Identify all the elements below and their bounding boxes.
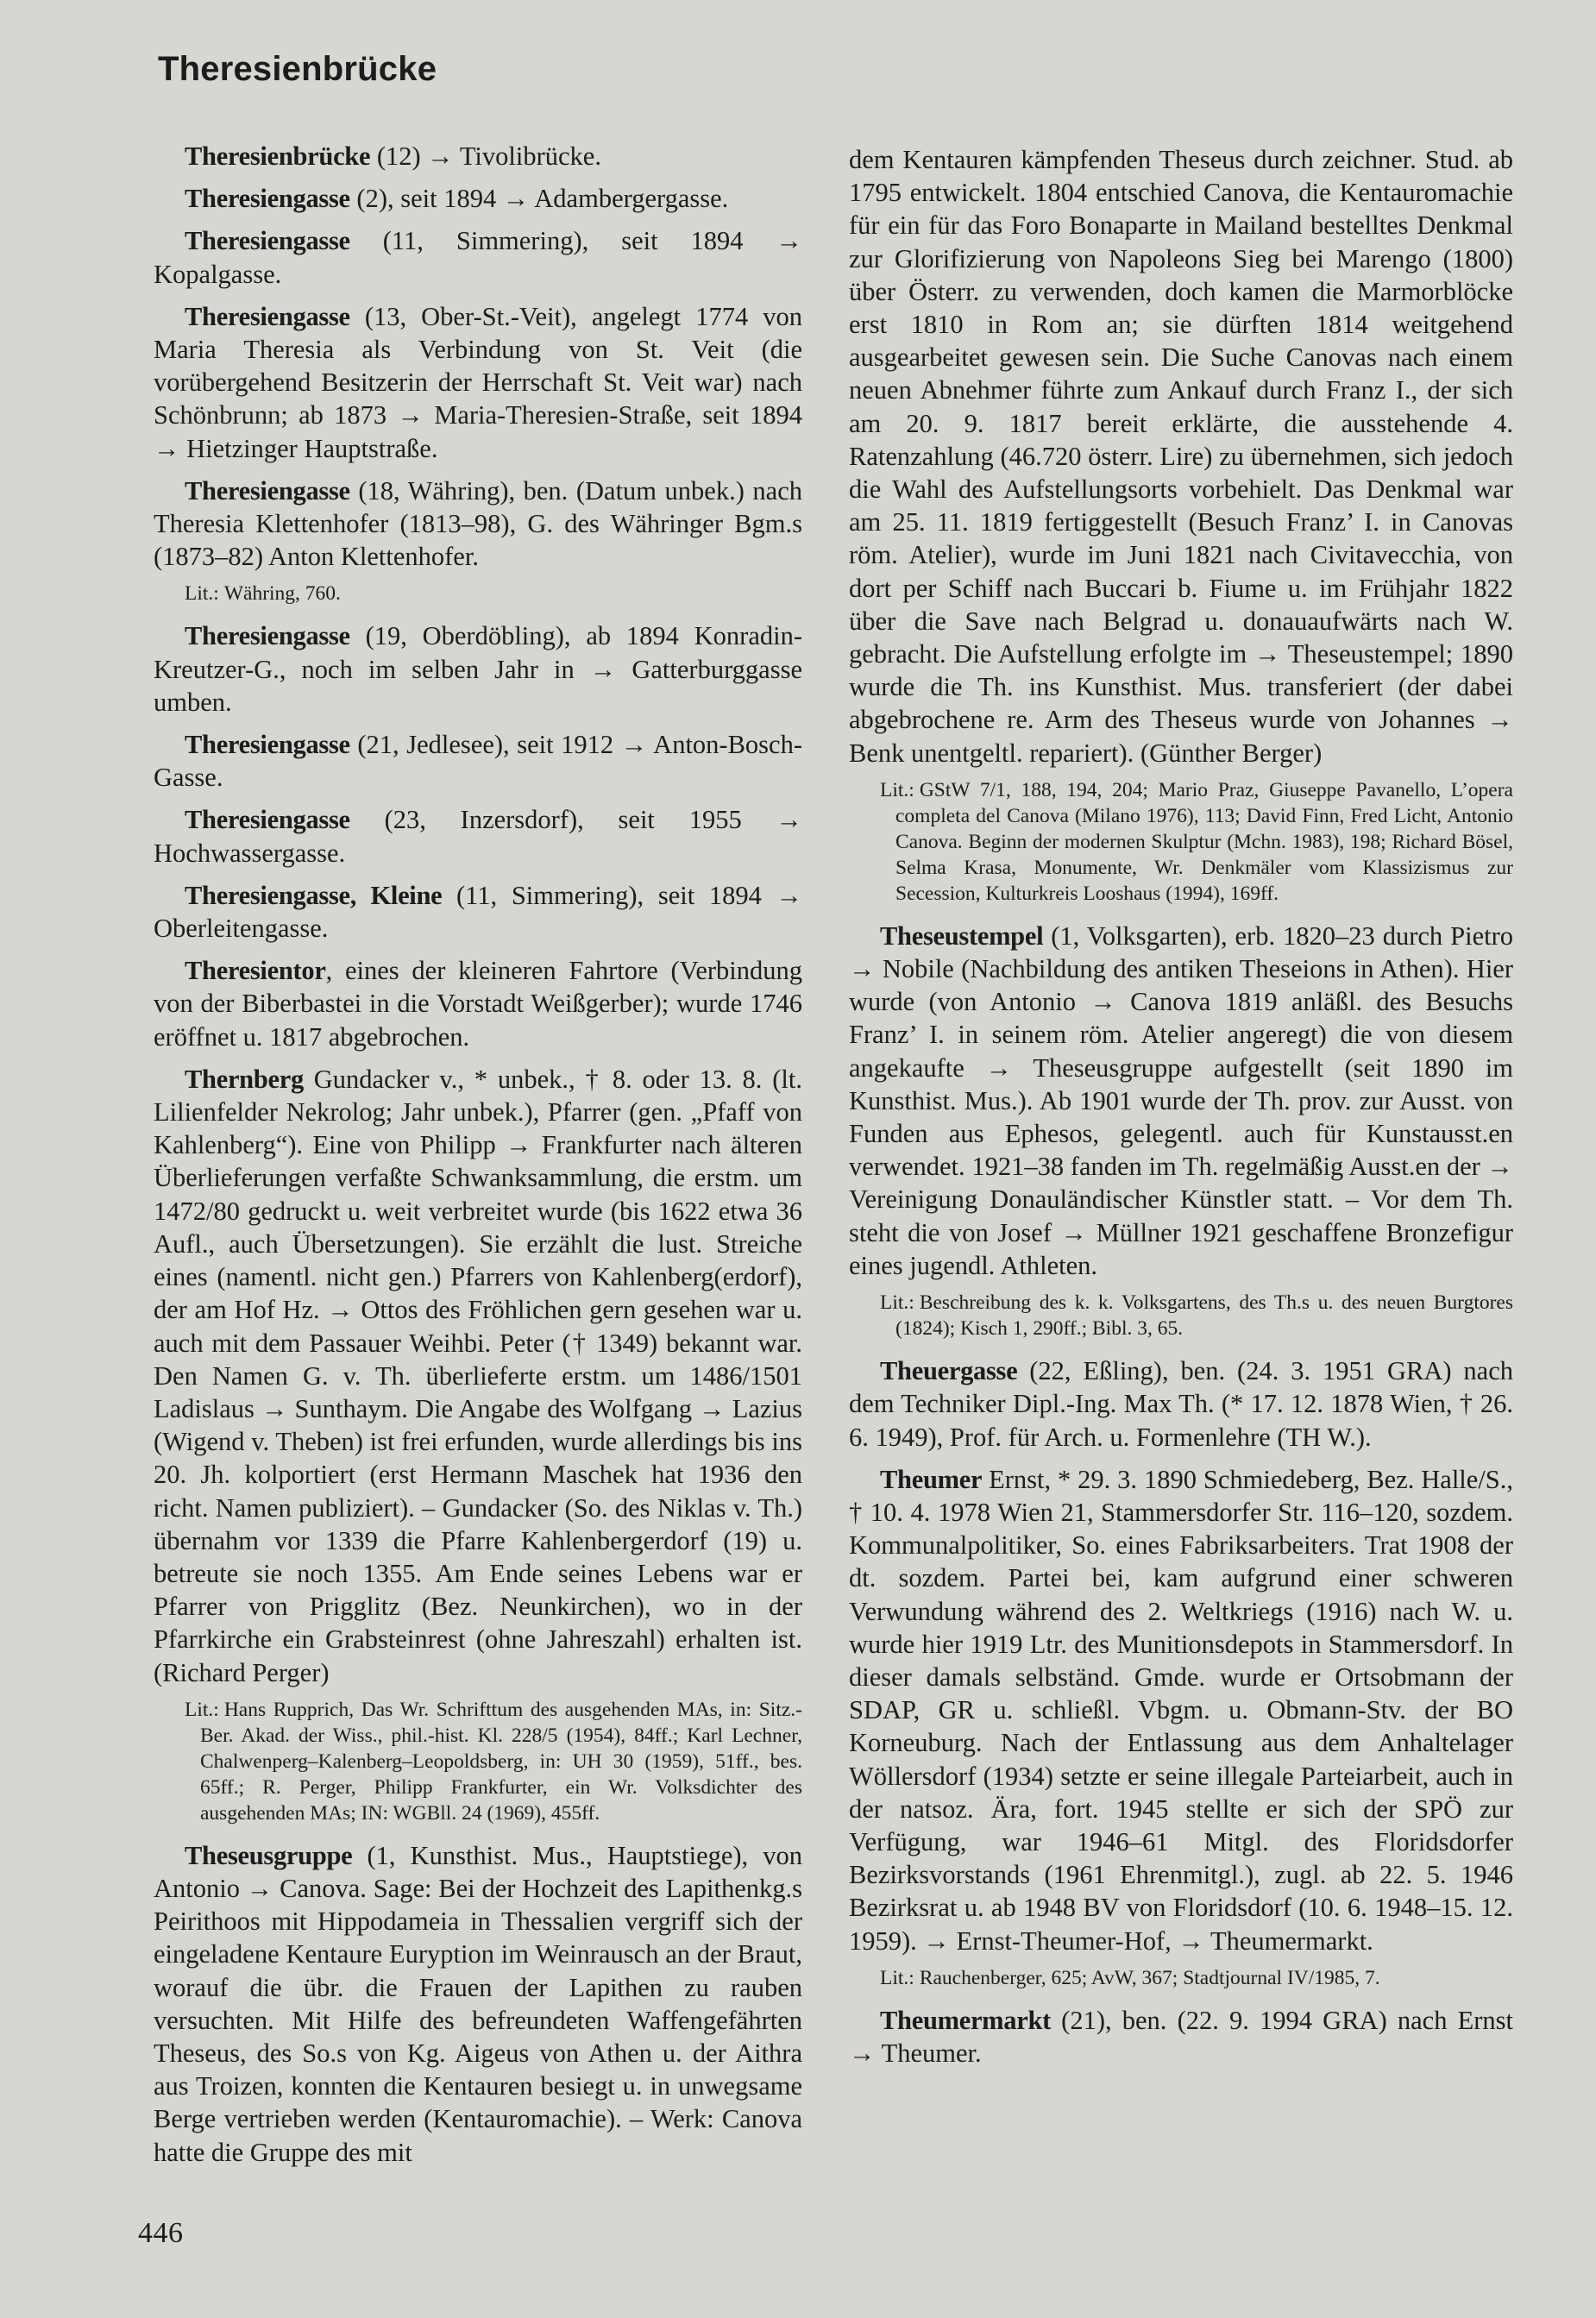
literature-note xyxy=(185,581,802,606)
entry-text: dem Kentauren kämpfenden Theseus durch zeichner. Stud. ab 1795 entwickelt. 1804 entschied Canova, die Kentauromachie für ein für das Foro Bonaparte in Mailand bestelltes Denkmal zur Glorifizierung von Napoleons Sieg bei Marengo (1800) über Österr. zu verwenden, doch kamen die Marmorblöcke erst 1810 in Rom an; sie dürften 1814 weitgehend ausgearbeitet gewesen sein. Die Suche Canovas nach einem neuen Abnehmer führte zum Ankauf durch Franz I., der sich am 20. 9. 1817 bereit erklärte, die ausstehende 4. Ratenzahlung (46.720 österr. Lire) zu übernehmen, sich jedoch die Wahl des Aufstellungsorts vorbehielt. Das Denkmal war am 25. 11. 1819 fertiggestellt (Besuch Franz’ I. in Canovas röm. Atelier), wurde im Juni 1821 nach Civitavecchia, von dort per Schiff nach Buccari b. Fiume u. im Frühjahr 1822 über die Save nach Belgrad u. donauaufwärts nach W. gebracht. Die Aufstellung erfolgte im → Theseustempel; 1890 wurde die Th. ins Kunsthist. Mus. transferiert (der dabei abgebrochene re. Arm des Theseus wurde von Johannes → Benk unentgeltl. repariert). (Günther Berger) xyxy=(849,145,1513,768)
entry xyxy=(154,1063,802,1689)
entry-text: (23, Inzersdorf), seit 1955 → Hochwassergasse. xyxy=(154,805,802,868)
entry-text: (11, Simmering), seit 1894 → Oberleitengasse. xyxy=(154,880,802,944)
literature-note xyxy=(880,1290,1513,1341)
entry-text: Gundacker v., * unbek., † 8. oder 13. 8. (lt. Lilienfelder Nekrolog; Jahr unbek.), Pfarrer (gen. „Pfaff von Kahlenberg“). Eine von Philipp → Frankfurter nach älteren Überlieferungen verfaßte Schwanksammlung, die erstm. um 1472/80 gedruckt u. weit verbreitet wurde (bis 1622 etwa 36 Aufl., auch Übersetzungen). Sie erzählt die lust. Streiche eines (namentl. nicht gen.) Pfarrers von Kahlenberg(erdorf), der am Hof Hz. → Ottos des Fröhlichen gern gesehen war u. auch mit dem Passauer Weihbi. Peter († 1349) bekannt war. Den Namen G. v. Th. überlieferte erstm. um 1486/1501 Ladislaus → Sunthaym. Die Angabe des Wolfgang → Lazius (Wigend v. Theben) ist frei erfunden, wurde allerdings bis ins 20. Jh. kolportiert (erst Hermann Maschek hat 1936 den richt. Namen publiziert). – Gundacker (So. des Niklas v. Th.) übernahm vor 1339 die Pfarre Kahlenbergerdorf (19) u. betreute sie noch 1355. Am Ende seines Lebens war er Pfarrer von Prigglitz (Bez. Neunkirchen), wo in der Pfarrkirche ein Grabsteinrest (ohne Jahreszahl) erhalten ist. (Richard Perger) xyxy=(154,1064,802,1687)
lit-label: Lit.: xyxy=(185,1698,219,1721)
entry-text: (19, Oberdöbling), ab 1894 Konradin-Kreutzer-G., noch im selben Jahr in → Gatterburggasse umben. xyxy=(154,621,802,717)
entry-text: , eines der kleineren Fahrtore (Verbindung von der Biberbastei in die Vorstadt Weißgerber); wurde 1746 eröffnet u. 1817 abgebrochen. xyxy=(154,956,802,1052)
entry-text: (2), seit 1894 → Adambergergasse. xyxy=(349,184,729,214)
entry-headword: Thernberg xyxy=(185,1064,304,1094)
entry xyxy=(154,224,802,290)
entry-text: (11, Simmering), seit 1894 → Kopalgasse. xyxy=(154,226,802,289)
lit-text: GStW 7/1, 188, 194, 204; Mario Praz, Giuseppe Pavanello, L’opera completa del Canova (Milano 1976), 113; David Finn, Fred Licht, Antonio Canova. Beginn der modernen Skulptur (Mchn. 1983), 198; Richard Bösel, Selma Krasa, Monumente, Wr. Denkmäler vom Klassizismus zur Secession, Kulturkreis Looshaus (1994), 169ff. xyxy=(895,778,1513,905)
entry-headword: Theseusgruppe xyxy=(185,1840,353,1870)
lit-text: Rauchenberger, 625; AvW, 367; Stadtjournal IV/1985, 7. xyxy=(919,1966,1380,1989)
literature-note xyxy=(185,1697,802,1826)
entry-headword: Theseustempel xyxy=(880,920,1044,951)
lit-label: Lit.: xyxy=(185,582,219,606)
entry-headword: Theresiengasse xyxy=(185,805,350,835)
lit-text: Hans Rupprich, Das Wr. Schrifttum des ausgehenden MAs, in: Sitz.-Ber. Akad. der Wiss., phil.-hist. Kl. 228/5 (1954), 84ff.; Karl Lechner, Chalwenperg–Kalenberg–Leopoldsberg, in: UH 30 (1959), 51ff., bes. 65ff.; R. Perger, Philipp Frankfurter, ein Wr. Volksdichter des ausgehenden MAs; IN: WGBll. 24 (1969), 455ff. xyxy=(200,1698,802,1825)
entry-text: (13, Ober-St.-Veit), angelegt 1774 von Maria Theresia als Verbindung von St. Veit (die vorübergehend Besitzerin der Herrschaft St. Veit war) nach Schönbrunn; ab 1873 → Maria-Theresien-Straße, seit 1894 → Hietzinger Hauptstraße. xyxy=(154,301,802,463)
entry xyxy=(154,140,802,173)
entry xyxy=(154,1839,802,2169)
entry-text: (1, Kunsthist. Mus., Hauptstiege), von Antonio → Canova. Sage: Bei der Hochzeit des Lapithenkg.s Peirithoos mit Hippodameia in Thessalien vergriff sich der eingeladene Kentaure Euryption im Weinrausch an der Braut, worauf die übr. die Frauen der Lapithen zu rauben versuchten. Mit Hilfe des befreundeten Waffengefährten Theseus, des So.s von Kg. Aigeus von Athen u. der Aithra aus Troizen, konnten die Kentauren besiegt u. in unwegsame Berge vertrieben werden (Kentauromachie). – Werk: Canova hatte die Gruppe des mit xyxy=(154,1840,802,2167)
left-column xyxy=(154,140,802,2178)
entry-text: (12) → Tivolibrücke. xyxy=(370,141,601,171)
entry-headword: Theresiengasse, Kleine xyxy=(185,880,443,910)
entry-text: (22, Eßling), ben. (24. 3. 1951 GRA) nach dem Techniker Dipl.-Ing. Max Th. (* 17. 12. 1878 Wien, † 26. 6. 1949), Prof. für Arch. u. Formenlehre (TH W.). xyxy=(849,1356,1513,1452)
entry xyxy=(154,182,802,215)
entry xyxy=(849,920,1513,1282)
entry-headword: Theresienbrücke xyxy=(185,141,371,171)
entry-headword: Theresiengasse xyxy=(185,301,350,331)
entry xyxy=(849,1354,1513,1454)
entry xyxy=(154,803,802,869)
entry-text: Ernst, * 29. 3. 1890 Schmiedeberg, Bez. Halle/S., † 10. 4. 1978 Wien 21, Stammersdorfer Str. 116–120, sozdem. Kommunalpolitiker, So. eines Fabriksarbeiters. Trat 1908 der dt. sozdem. Partei bei, kam aufgrund einer schweren Verwundung während des 2. Weltkriegs (1916) nach W. u. wurde hier 1919 Ltr. des Munitionsdepots in Stammersdorf. In dieser damals selbständ. Gmde. wurde er Ortsobmann der SDAP, GR u. schließl. Vbgm. u. Obmann-Stv. der BO Korneuburg. Nach der Entlassung aus dem Anhaltelager Wöllersdorf (1934) setzte er seine illegale Parteiarbeit, auch in der natsoz. Ära, fort. 1945 stellte er sich der SPÖ zur Verfügung, war 1946–61 Mitgl. des Floridsdorfer Bezirksvorstands (1961 Ehrenmitgl.), zugl. ab 22. 5. 1946 Bezirksrat u. ab 1948 BV von Floridsdorf (10. 6. 1948–15. 12. 1959). → Ernst-Theumer-Hof, → Theumermarkt. xyxy=(849,1464,1513,1956)
lit-text: Beschreibung des k. k. Volksgartens, des Th.s u. des neuen Burgtores (1824); Kisch 1, 290ff.; Bibl. 3, 65. xyxy=(895,1291,1513,1341)
entry-headword: Theresiengasse xyxy=(185,475,350,506)
entry-headword: Theumermarkt xyxy=(880,2005,1052,2035)
page-number: 446 xyxy=(138,2217,184,2249)
entry-headword: Theumer xyxy=(880,1464,983,1494)
entry xyxy=(154,300,802,465)
entry-headword: Theresiengasse xyxy=(185,226,350,256)
entry xyxy=(154,619,802,719)
entry xyxy=(154,474,802,574)
entry xyxy=(154,954,802,1053)
entry-headword: Theresiengasse xyxy=(185,621,350,651)
literature-note xyxy=(880,777,1513,907)
entry xyxy=(154,879,802,945)
entry xyxy=(154,728,802,794)
entry-text: (1, Volksgarten), erb. 1820–23 durch Pietro → Nobile (Nachbildung des antiken Theseions in Athen). Hier wurde (von Antonio → Canova 1819 anläßl. des Besuchs Franz’ I. in seinem röm. Atelier angeregt) die von diesem angekaufte → Theseusgruppe aufgestellt (seit 1890 im Kunsthist. Mus.). Ab 1901 wurde der Th. prov. zur Ausst. von Funden aus Ephesos, gelegentl. auch für Kunstausst.en verwendet. 1921–38 fanden im Th. regelmäßig Ausst.en der → Vereinigung Donauländischer Künstler statt. – Vor dem Th. steht die von Josef → Müllner 1921 geschaffene Bronzefigur eines jugendl. Athleten. xyxy=(849,920,1513,1280)
entry-text: (21), ben. (22. 9. 1994 GRA) nach Ernst → Theumer. xyxy=(849,2005,1513,2068)
running-header: Theresienbrücke xyxy=(158,50,437,88)
entry-headword: Theresiengasse xyxy=(185,184,350,214)
entry xyxy=(849,2004,1513,2070)
entry-text: (18, Währing), ben. (Datum unbek.) nach Theresia Klettenhofer (1813–98), G. des Währinger Bgm.s (1873–82) Anton Klettenhofer. xyxy=(154,475,802,572)
entry-text: (21, Jedlesee), seit 1912 → Anton-Bosch-Gasse. xyxy=(154,730,802,793)
lit-label: Lit.: xyxy=(880,1291,914,1315)
entry-headword: Theuergasse xyxy=(880,1356,1018,1386)
entry-continuation xyxy=(849,143,1513,770)
entry xyxy=(849,1463,1513,1957)
lit-label: Lit.: xyxy=(880,1966,914,1989)
right-column xyxy=(849,143,1513,2079)
entry-headword: Theresientor xyxy=(185,956,326,986)
lit-label: Lit.: xyxy=(880,778,914,801)
literature-note xyxy=(880,1965,1513,1991)
lit-text: Währing, 760. xyxy=(223,582,341,606)
entry-headword: Theresiengasse xyxy=(185,730,350,760)
